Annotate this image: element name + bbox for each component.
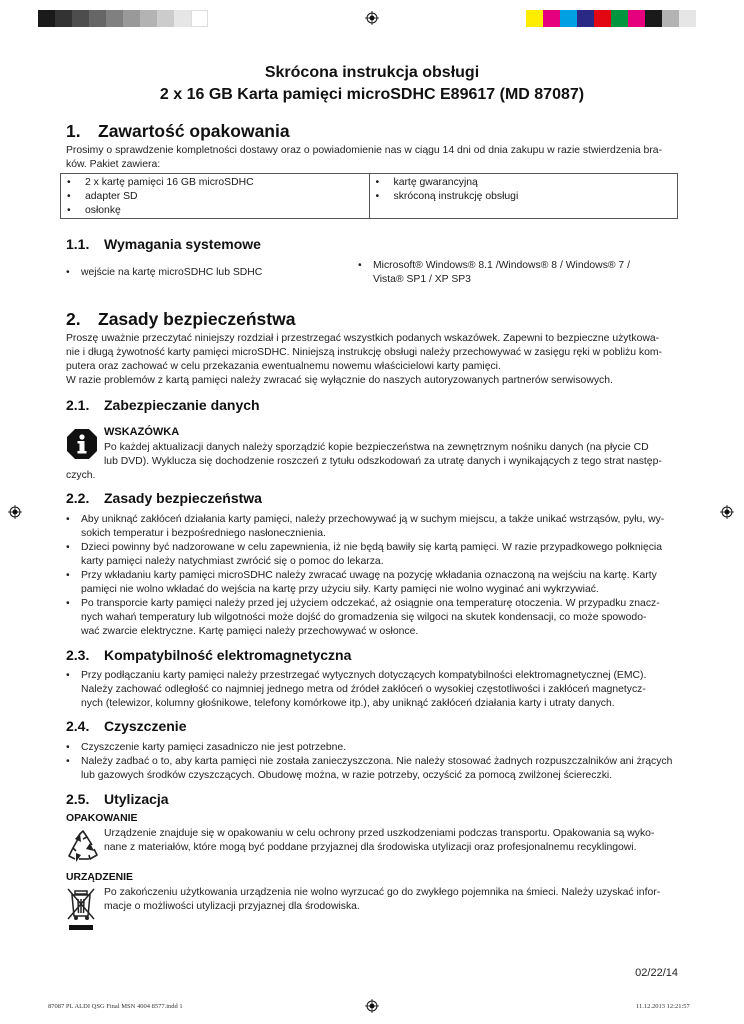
gray-swatch: [174, 10, 191, 27]
text-line: Przy wkładaniu karty pamięci microSDHC należy zwracać uwagę na pozycję wkładania oznaczoną na wejściu na kartę. Karty: [81, 570, 657, 581]
subsection-heading: [66, 397, 260, 413]
registration-mark-icon: [365, 11, 379, 25]
text-line: Należy zachować odległość co najmniej jednego metra od źródeł zakłóceń o wysokiej częstotliwości i zakłóceń magnetycz-: [81, 684, 646, 695]
color-swatch: [628, 10, 645, 27]
color-swatch: [645, 10, 662, 27]
gray-swatch: [157, 10, 174, 27]
section-title: Zawartość opakowania: [98, 121, 290, 141]
text-line: Prosimy o sprawdzenie kompletności dostawy oraz o powiadomienie nas w ciągu 14 dni od dnia zakupu w razie stwierdzenia bra-: [66, 145, 663, 156]
document-title: [0, 62, 744, 106]
list-item: [66, 541, 678, 569]
color-swatch: [594, 10, 611, 27]
list-item: • adapter SD: [67, 190, 363, 204]
text-line: pamięci nie wolno wkładać do wejścia na kartę przy użyciu siły. Karty pamięci nie wolno wyginać ani wykrzywiać.: [81, 584, 599, 595]
text-line: Po każdej aktualizacji danych należy sporządzić kopie bezpieczeństwa na zewnętrznym nośniku danych (na płycie CD: [104, 442, 649, 453]
gray-swatch: [38, 10, 55, 27]
text-line: nych (telewizor, kolumny głośnikowe, telefony komórkowe itp.), aby uniknąć zakłóceń działania karty i utraty danych.: [81, 698, 615, 709]
file-name: 87087 PL ALDI QSG Final MSN 4004 8577.indd 1: [48, 1003, 183, 1010]
weee-crossed-bin-icon: [66, 886, 96, 932]
title-line-2: 2 x 16 GB Karta pamięci microSDHC E89617 (MD 87087): [159, 86, 585, 103]
gray-swatch: [140, 10, 157, 27]
subsection-number: 2.3.: [66, 647, 90, 663]
text-line: ków. Pakiet zawiera:: [66, 159, 161, 170]
text-line: Dzieci powinny być nadzorowane w celu zapewnienia, iż nie będą bawiły się kartą pamięci. W razie przypadkowego połknięcia: [81, 542, 663, 553]
text-line: nie i długą żywotność karty pamięci microSDHC. Niniejszą instrukcję obsługi należy przechowywać w zasięgu ręki w pobliżu kom-: [66, 347, 662, 358]
paragraph: [66, 144, 678, 172]
text-line: lub gazowych środków czyszczących. Obudowę można, w razie potrzeby, oczyścić za pomocą zwilżonej ściereczki.: [81, 770, 613, 781]
text-line: karty pamięci należy natychmiast zwrócić się o pomoc do lekarza.: [81, 556, 384, 567]
gray-swatch: [191, 10, 208, 27]
list-item: • kartę gwarancyjną: [376, 176, 672, 190]
subsection-heading: [66, 236, 261, 252]
emc-list: [66, 669, 678, 711]
gray-swatch: [72, 10, 89, 27]
note-text: [104, 441, 678, 469]
subsection-heading: [66, 791, 169, 807]
paragraph: [66, 332, 678, 388]
list-item: • 2 x kartę pamięci 16 GB microSDHC: [67, 176, 363, 190]
subsection-title: Zabezpieczanie danych: [104, 397, 260, 413]
info-icon: [66, 428, 98, 460]
text-line: Po transporcie karty pamięci należy przed jej użyciem odczekać, aż osiągnie ona temperaturę otoczenia. W przypadku znacz-: [81, 598, 660, 609]
title-line-1: Skrócona instrukcja obsługi: [264, 64, 480, 81]
list-item: [66, 597, 678, 639]
list-item: • skróconą instrukcję obsługi: [376, 190, 672, 204]
list-item: [66, 569, 678, 597]
text-line: Należy zadbać o to, aby karta pamięci nie została zanieczyszczona. Nie należy stosować żadnych rozpuszczalników ani żrących: [81, 756, 673, 767]
cleaning-list: [66, 741, 678, 783]
safety-list: [66, 513, 678, 639]
list-item: [66, 513, 678, 541]
timestamp: 11.12.2013 12:21:57: [636, 1003, 690, 1010]
subsection-title: Zasady bezpieczeństwa: [104, 490, 262, 506]
subsection-heading: [66, 718, 186, 734]
system-requirements-left: [66, 266, 356, 280]
system-requirements-right: [358, 259, 678, 287]
section-number: 2.: [66, 309, 81, 329]
text-line: Aby uniknąć zakłóceń działania karty pamięci, należy przechowywać ją w suchym miejscu, a także unikać wstrząsów, pyłu, wy-: [81, 514, 665, 525]
text-line: Po zakończeniu użytkowania urządzenia nie wolno wyrzucać go do zwykłego pojemnika na śmieci. Należy uzyskać infor-: [104, 887, 661, 898]
gray-swatch: [106, 10, 123, 27]
color-swatch: [679, 10, 696, 27]
gray-swatch: [89, 10, 106, 27]
subsection-title: Kompatybilność elektromagnetyczna: [104, 647, 352, 663]
section-title: Zasady bezpieczeństwa: [98, 309, 296, 329]
list-item: [358, 259, 678, 287]
text-line: macje o możliwości utylizacji przyjaznej dla środowiska.: [104, 901, 360, 912]
text-line: Proszę uważnie przeczytać niniejszy rozdział i przestrzegać wszystkich podanych wskazówek. Zapewni to bezpieczne użytkowa-: [66, 333, 660, 344]
list-item: [66, 755, 678, 783]
grayscale-calibration-bar: [38, 10, 208, 27]
subsection-title: Czyszczenie: [104, 718, 187, 734]
registration-mark-icon: [8, 505, 22, 519]
gray-swatch: [123, 10, 140, 27]
subsection-number: 2.2.: [66, 490, 90, 506]
registration-mark-icon: [365, 999, 379, 1013]
color-swatch: [611, 10, 628, 27]
text-line: sokich temperatur i bezpośredniego nasłonecznienia.: [81, 528, 326, 539]
subsection-number: 2.4.: [66, 718, 90, 734]
list-item: • osłonkę: [67, 204, 363, 218]
color-swatch: [543, 10, 560, 27]
section-heading: [66, 309, 295, 330]
text-line: Przy podłączaniu karty pamięci należy przestrzegać wytycznych dotyczących kompatybilności elektromagnetycznej (EMC).: [81, 670, 647, 681]
note-text-continued: czych.: [66, 470, 96, 481]
package-contents-table: [60, 173, 678, 219]
text-line: wać zwarcie elektryczne. Kartę pamięci należy przechowywać w osłonce.: [81, 626, 419, 637]
color-calibration-bar: [526, 10, 696, 27]
section-heading: [66, 121, 290, 142]
subsection-heading: [66, 647, 351, 663]
section-number: 1.: [66, 121, 81, 141]
date-code: 02/22/14: [635, 967, 678, 979]
gray-swatch: [55, 10, 72, 27]
text-line: lub DVD). Wyklucza się dochodzenie roszczeń z tytułu odszkodowań za utratę danych i wynikających z tego strat następ-: [104, 456, 662, 467]
subsection-number: 2.1.: [66, 397, 90, 413]
text-line: putera oraz zachować w celu przekazania ewentualnemu nowemu właścicielowi karty pamięci.: [66, 361, 501, 372]
device-text: [104, 886, 678, 914]
text-line: nane z materiałów, które mogą być poddane przyjaznej dla środowiska utylizacji oraz profesjonalnemu recyklingowi.: [104, 842, 637, 853]
color-swatch: [560, 10, 577, 27]
subsection-title: Wymagania systemowe: [104, 236, 261, 252]
registration-mark-icon: [720, 505, 734, 519]
packaging-text: [104, 827, 678, 855]
text-line: W razie problemów z kartą pamięci należy zwracać się wyłącznie do naszych autoryzowanych partnerów serwisowych.: [66, 375, 613, 386]
color-swatch: [526, 10, 543, 27]
color-swatch: [662, 10, 679, 27]
note-title: WSKAZÓWKA: [104, 426, 180, 438]
subsection-number: 2.5.: [66, 791, 90, 807]
device-title: URZĄDZENIE: [66, 872, 133, 883]
packaging-title: OPAKOWANIE: [66, 813, 138, 824]
table-column-right: [369, 174, 678, 218]
list-item: • Czyszczenie karty pamięci zasadniczo nie jest potrzebne.: [66, 741, 678, 755]
subsection-number: 1.1.: [66, 236, 90, 252]
recycling-icon: [66, 829, 100, 863]
subsection-title: Utylizacja: [104, 791, 169, 807]
text-line: Microsoft® Windows® 8.1 /Windows® 8 / Windows® 7 /: [373, 260, 630, 271]
subsection-heading: [66, 490, 262, 506]
list-item: • wejście na kartę microSDHC lub SDHC: [66, 266, 356, 280]
color-swatch: [577, 10, 594, 27]
table-column-left: [61, 174, 369, 218]
list-item: [66, 669, 678, 711]
text-line: Urządzenie znajduje się w opakowaniu w celu ochrony przed uszkodzeniami podczas transportu. Opakowania są wyko-: [104, 828, 655, 839]
text-line: nych wahań temperatury lub wilgotności może dojść do gromadzenia się wilgoci na skutek kondensacji, co może spowodo-: [81, 612, 647, 623]
text-line: Vista® SP1 / XP SP3: [373, 274, 471, 285]
